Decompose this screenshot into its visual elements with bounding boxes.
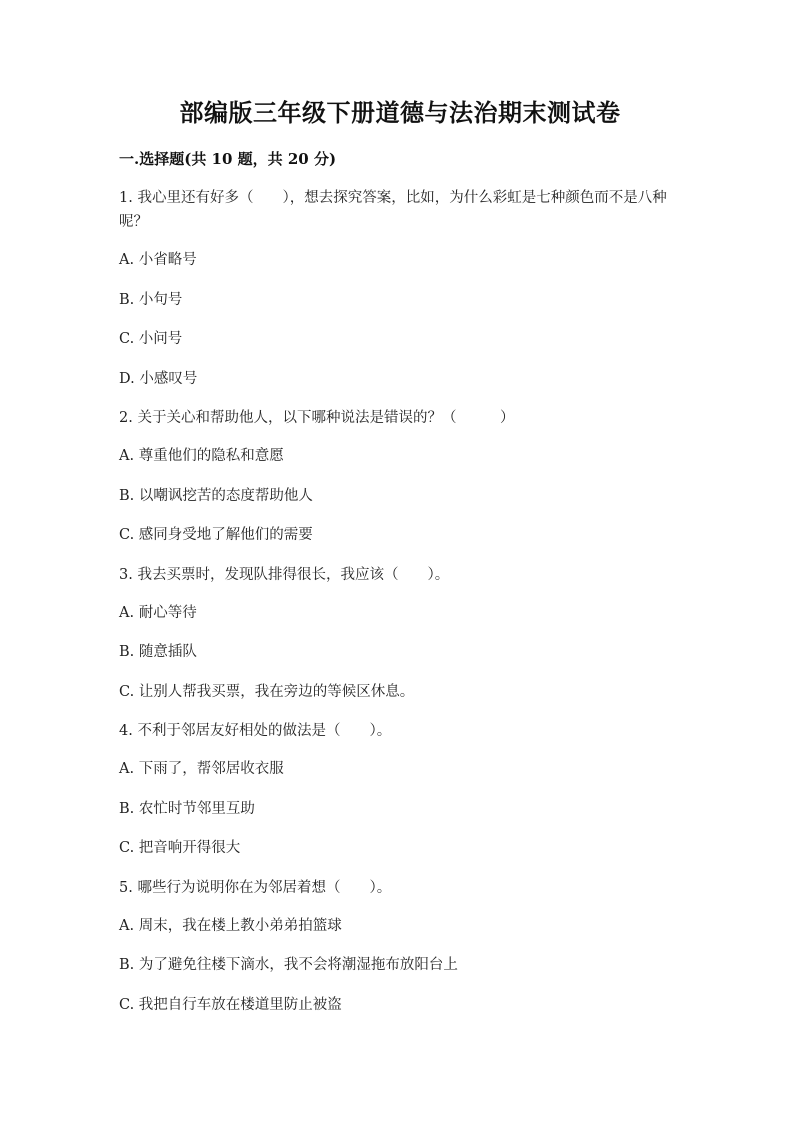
question-list <box>119 186 689 1032</box>
option-c: C. 让别人帮我买票，我在旁边的等候区休息。 <box>119 683 415 700</box>
option-b: B. 随意插队 <box>119 644 197 660</box>
option-d: D. 小感叹号 <box>119 370 198 387</box>
question-text: 4. 不利于邻居友好相处的做法是（ ）。 <box>119 723 392 739</box>
option-b: B. 小句号 <box>119 291 183 308</box>
question-text: 5. 哪些行为说明你在为邻居着想（ ）。 <box>119 879 392 896</box>
question-text: 1. 我心里还有好多（ ），想去探究答案，比如，为什么彩虹是七种颜色而不是八种呢？ <box>119 190 667 230</box>
page-title: 部编版三年级下册道德与法治期末测试卷 <box>179 98 621 127</box>
option-a: A. 小省略号 <box>119 252 197 268</box>
question-5 <box>119 876 689 1017</box>
option-a: A. 耐心等待 <box>119 604 197 621</box>
question-4 <box>119 719 689 860</box>
option-a: A. 尊重他们的隐私和意愿 <box>119 448 284 464</box>
option-b: B. 以嘲讽挖苦的态度帮助他人 <box>119 487 313 504</box>
option-b: B. 农忙时节邻里互助 <box>119 800 255 817</box>
question-1 <box>119 186 689 391</box>
option-a: A. 周末，我在楼上教小弟弟拍篮球 <box>119 917 342 934</box>
question-2 <box>119 406 689 547</box>
option-c: C. 小问号 <box>119 331 183 347</box>
question-3 <box>119 563 689 704</box>
section-heading: 一.选择题(共 10 题，共 20 分) <box>119 150 337 168</box>
option-c: C. 我把自行车放在楼道里防止被盗 <box>119 996 342 1013</box>
question-text: 3. 我去买票时，发现队排得很长，我应该（ ）。 <box>119 566 450 583</box>
option-b: B. 为了避免往楼下滴水，我不会将潮湿拖布放阳台上 <box>119 957 458 973</box>
question-text: 2. 关于关心和帮助他人，以下哪种说法是错误的？（ ） <box>119 410 515 426</box>
option-c: C. 把音响开得很大 <box>119 840 241 856</box>
option-a: A. 下雨了，帮邻居收衣服 <box>119 761 284 777</box>
option-c: C. 感同身受地了解他们的需要 <box>119 527 313 543</box>
